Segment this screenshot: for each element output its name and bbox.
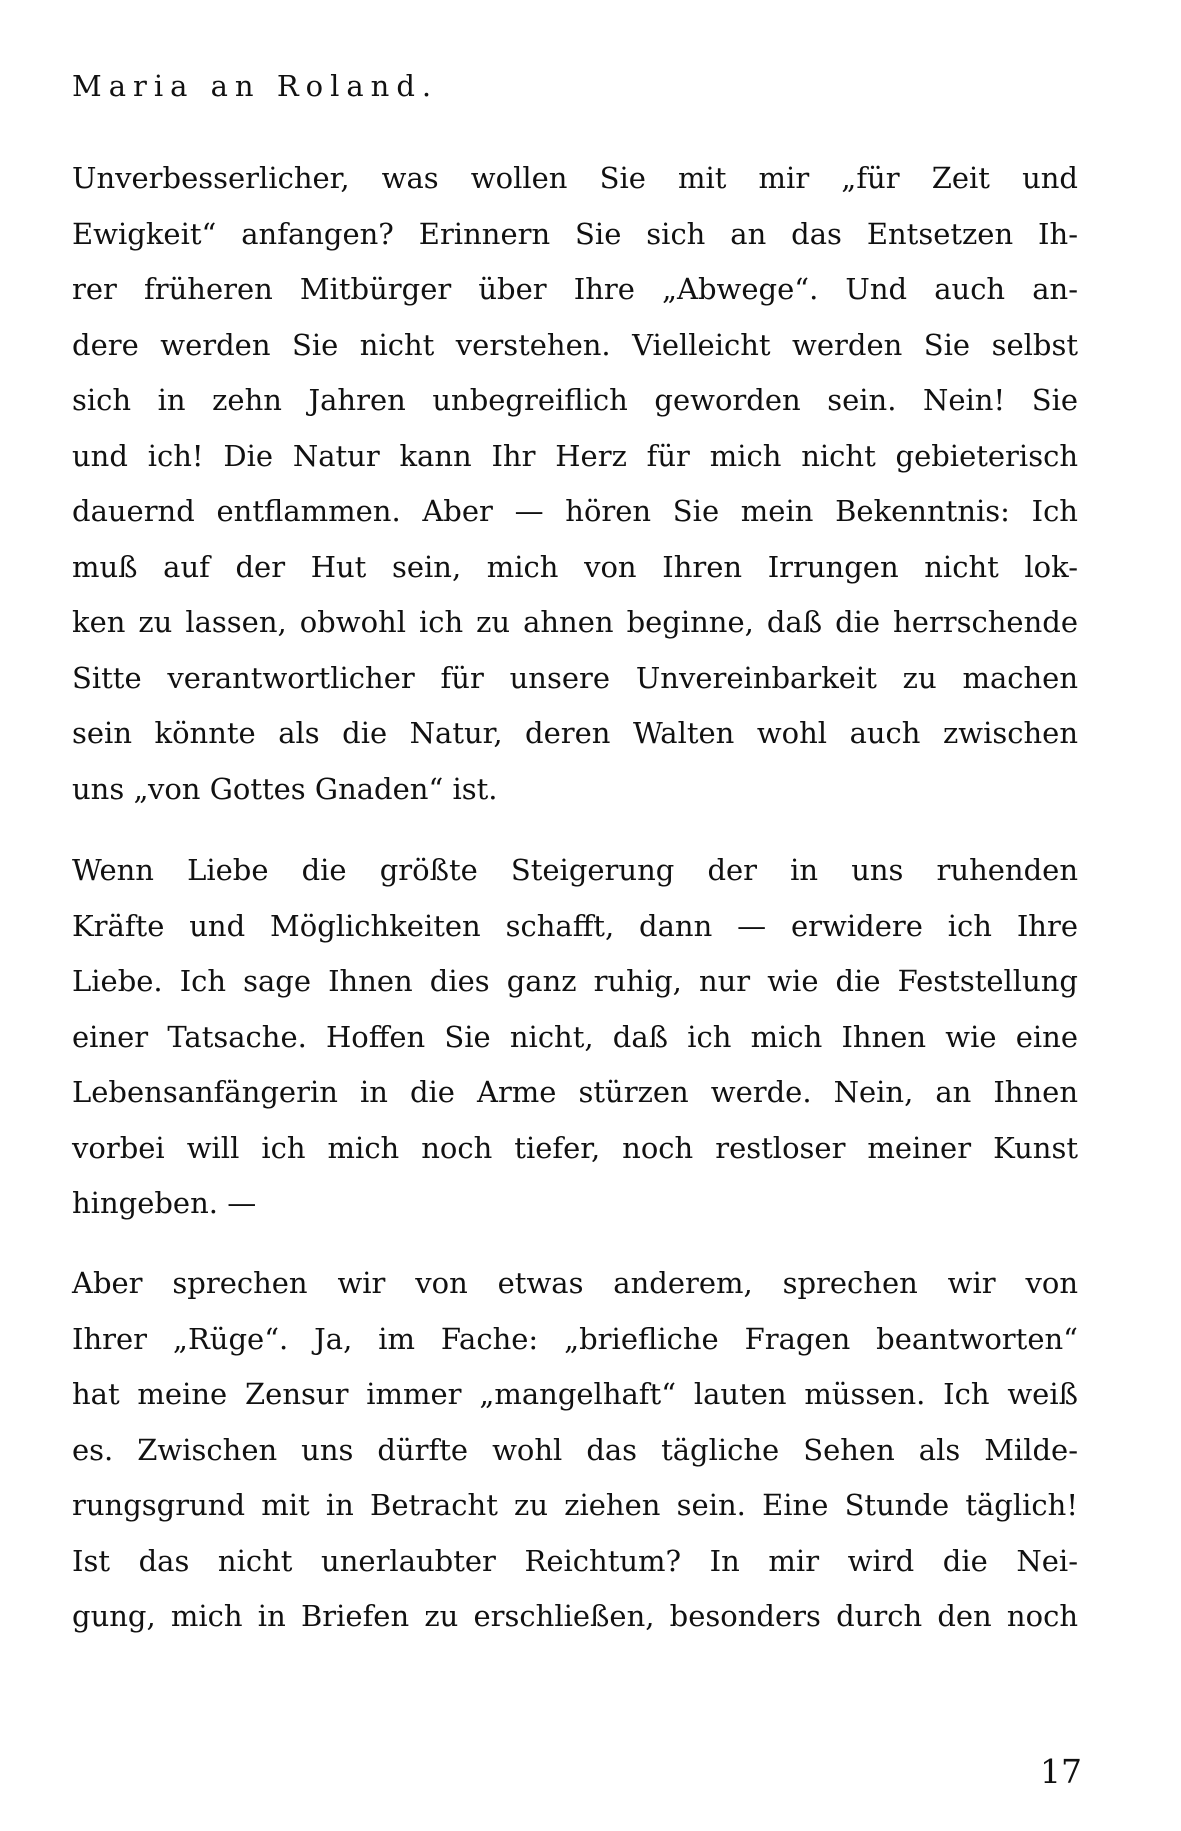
text-line: Ist das nicht unerlaubter Reichtum? In mir wird die Nei- — [72, 1543, 1078, 1578]
text-line: Lebensanfängerin in die Arme stürzen werde. Nein, an Ihnen — [72, 1075, 1078, 1109]
text-line: ken zu lassen, obwohl ich zu ahnen beginne, daß die herrschende — [72, 605, 1078, 639]
letter-heading: Maria an Roland. — [72, 69, 439, 103]
text-line: einer Tatsache. Hoffen Sie nicht, daß ich mich Ihnen wie eine — [72, 1019, 1078, 1054]
text-line: und ich! Die Natur kann Ihr Herz für mich nicht gebieterisch — [72, 438, 1078, 473]
paragraph-3 — [72, 1256, 1078, 1645]
text-line: sich in zehn Jahren unbegreiflich geworden sein. Nein! Sie — [72, 383, 1078, 417]
text-line: es. Zwischen uns dürfte wohl das tägliche Sehen als Milde- — [72, 1432, 1078, 1467]
paragraph-1 — [72, 151, 1078, 817]
text-line: gung, mich in Briefen zu erschließen, besonders durch den noch — [72, 1599, 1078, 1633]
paragraph-2 — [72, 843, 1078, 1232]
text-line: rungsgrund mit in Betracht zu ziehen sein. Eine Stunde täglich! — [72, 1488, 1078, 1522]
text-line: Kräfte und Möglichkeiten schafft, dann — erwidere ich Ihre — [72, 908, 1078, 943]
page-number: 17 — [1040, 1752, 1082, 1791]
text-line: hingeben. — — [72, 1186, 257, 1220]
text-line: uns „von Gottes Gnaden“ ist. — [72, 771, 498, 806]
text-line: Aber sprechen wir von etwas anderem, sprechen wir von — [72, 1266, 1078, 1300]
text-line: dauernd entflammen. Aber — hören Sie mein Bekenntnis: Ich — [72, 494, 1078, 528]
text-line: Liebe. Ich sage Ihnen dies ganz ruhig, nur wie die Feststellung — [72, 964, 1078, 998]
text-line: muß auf der Hut sein, mich von Ihren Irrungen nicht lok- — [72, 549, 1078, 584]
text-line: Unverbesserlicher, was wollen Sie mit mir „für Zeit und — [72, 161, 1078, 195]
text-line: hat meine Zensur immer „mangelhaft“ lauten müssen. Ich weiß — [72, 1377, 1078, 1411]
text-line: sein könnte als die Natur, deren Walten wohl auch zwischen — [72, 716, 1078, 750]
text-line: vorbei will ich mich noch tiefer, noch restloser meiner Kunst — [72, 1130, 1078, 1165]
text-line: dere werden Sie nicht verstehen. Vielleicht werden Sie selbst — [72, 327, 1078, 362]
text-line: rer früheren Mitbürger über Ihre „Abwege“. Und auch an- — [72, 272, 1078, 306]
text-line: Ewigkeit“ anfangen? Erinnern Sie sich an das Entsetzen Ih- — [72, 216, 1078, 251]
text-line: Wenn Liebe die größte Steigerung der in uns ruhenden — [72, 853, 1078, 887]
text-line: Ihrer „Rüge“. Ja, im Fache: „briefliche Fragen beantworten“ — [72, 1321, 1078, 1356]
text-line: Sitte verantwortlicher für unsere Unvereinbarkeit zu machen — [72, 660, 1078, 695]
